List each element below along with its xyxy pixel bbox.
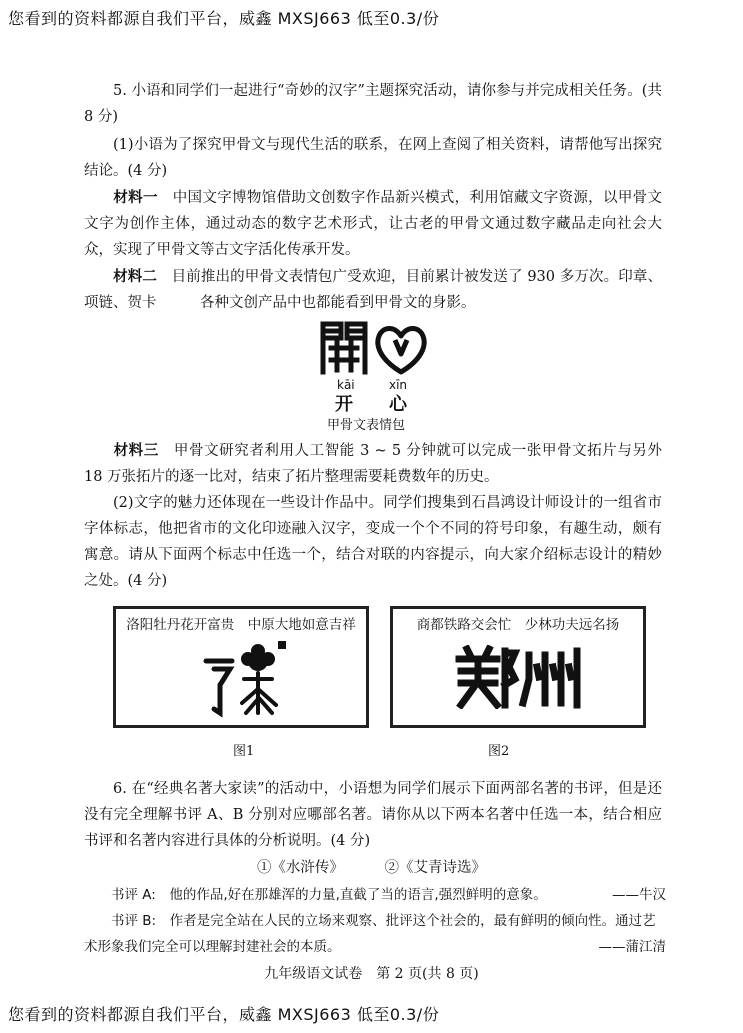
review-a bbox=[84, 882, 666, 908]
oracle-emoji-image bbox=[317, 320, 437, 432]
char-kai: 开 bbox=[335, 394, 353, 415]
char-xin: 心 bbox=[389, 394, 407, 415]
page-footer: 九年级语文试卷 第 2 页(共 8 页) bbox=[264, 966, 479, 982]
q6-intro: 6. 在“经典名著大家读”的活动中，小语想为同学们展示下面两部名著的书评，但是还没有完全理解书评 A、B 分别对应哪部名著。请你从以下两本名著中任选一本，结合相应书评和名著内容进行具体的分析说明。(4 分) bbox=[84, 781, 662, 849]
material-1 bbox=[84, 185, 662, 263]
material-3 bbox=[84, 438, 662, 490]
material-3-text: 甲骨文研究者利用人工智能 3 ~ 5 分钟就可以完成一张甲骨文拓片与另外 18 万张拓片的逐一比对，结束了拓片整理需要耗费数年的历史。 bbox=[84, 443, 663, 485]
material-2 bbox=[84, 264, 662, 316]
review-a-text: 书评 A: 他的作品,好在那雄浑的力量,直截了当的语言,强烈鲜明的意象。 bbox=[111, 887, 547, 903]
material-2-text: 目前推出的甲骨文表情包广受欢迎，目前累计被发送了 930 多万次。印章、项链、贺卡 各种文创产品中也都能看到甲骨文的身影。 bbox=[84, 269, 662, 311]
bottom-watermark-banner: 您看到的资料都源自我们平台，威鑫 MXSJ663 低至0.3/份 bbox=[8, 1005, 440, 1024]
material-2-label: 材料二 bbox=[113, 268, 157, 285]
book-2: ②《艾青诗选》 bbox=[384, 860, 487, 876]
figure-1-caption: 图1 bbox=[233, 744, 255, 759]
material-3-label: 材料三 bbox=[113, 442, 159, 459]
figure-2-couplet: 商都铁路交会忙 少林功夫远名扬 bbox=[416, 617, 620, 633]
zhengzhou-logo-icon bbox=[453, 645, 587, 709]
review-a-author: ——牛汉 bbox=[612, 887, 666, 903]
yu-logo-icon bbox=[196, 639, 288, 719]
figure-2-box bbox=[390, 606, 646, 728]
q5-intro: 5. 小语和同学们一起进行“奇妙的汉字”主题探究活动，请你参与并完成相关任务。(共 8 分) bbox=[84, 83, 662, 125]
material-1-label: 材料一 bbox=[113, 189, 158, 206]
book-1: ①《水浒传》 bbox=[256, 860, 344, 876]
figure-1-couplet: 洛阳牡丹花开富贵 中原大地如意吉祥 bbox=[126, 617, 356, 633]
q5-part2: (2)文字的魅力还体现在一些设计作品中。同学们搜集到石昌鸿设计师设计的一组省市字体标志，他把省市的文化印迹融入汉字，变成一个个不同的符号印象，有趣生动，颇有寓意。请从下面两个标志中任选一个，结合对联的内容提示，向大家介绍标志设计的精妙之处。(4 分) bbox=[84, 495, 662, 589]
pinyin-xin: xīn bbox=[389, 378, 408, 392]
book-options bbox=[0, 856, 743, 877]
q5-part1: (1)小语为了探究甲骨文与现代生活的联系，在网上查阅了相关资料，请帮他写出探究结论。(4 分) bbox=[84, 137, 662, 179]
pinyin-kai: kāi bbox=[337, 378, 355, 392]
emoji-caption: 甲骨文表情包 bbox=[327, 418, 406, 433]
material-1-text: 中国文字博物馆借助文创数字作品新兴模式，利用馆藏文字资源，以甲骨文文字为创作主体，通过动态的数字艺术形式，让古老的甲骨文通过数字藏品走向社会大众，实现了甲骨文等古文字活化传承开发。 bbox=[84, 190, 663, 258]
review-b-text: 书评 B: 作者是完全站在人民的立场来观察、批评这个社会的，最有鲜明的倾向性。通过艺术形象我们完全可以理解封建社会的本质。 bbox=[84, 913, 656, 955]
review-b bbox=[84, 908, 666, 960]
review-b-author: ——蒲江清 bbox=[598, 939, 666, 955]
figure-1-box bbox=[113, 606, 369, 728]
top-watermark-banner: 您看到的资料都源自我们平台，威鑫 MXSJ663 低至0.3/份 bbox=[8, 9, 440, 28]
figure-2-caption: 图2 bbox=[488, 744, 510, 759]
